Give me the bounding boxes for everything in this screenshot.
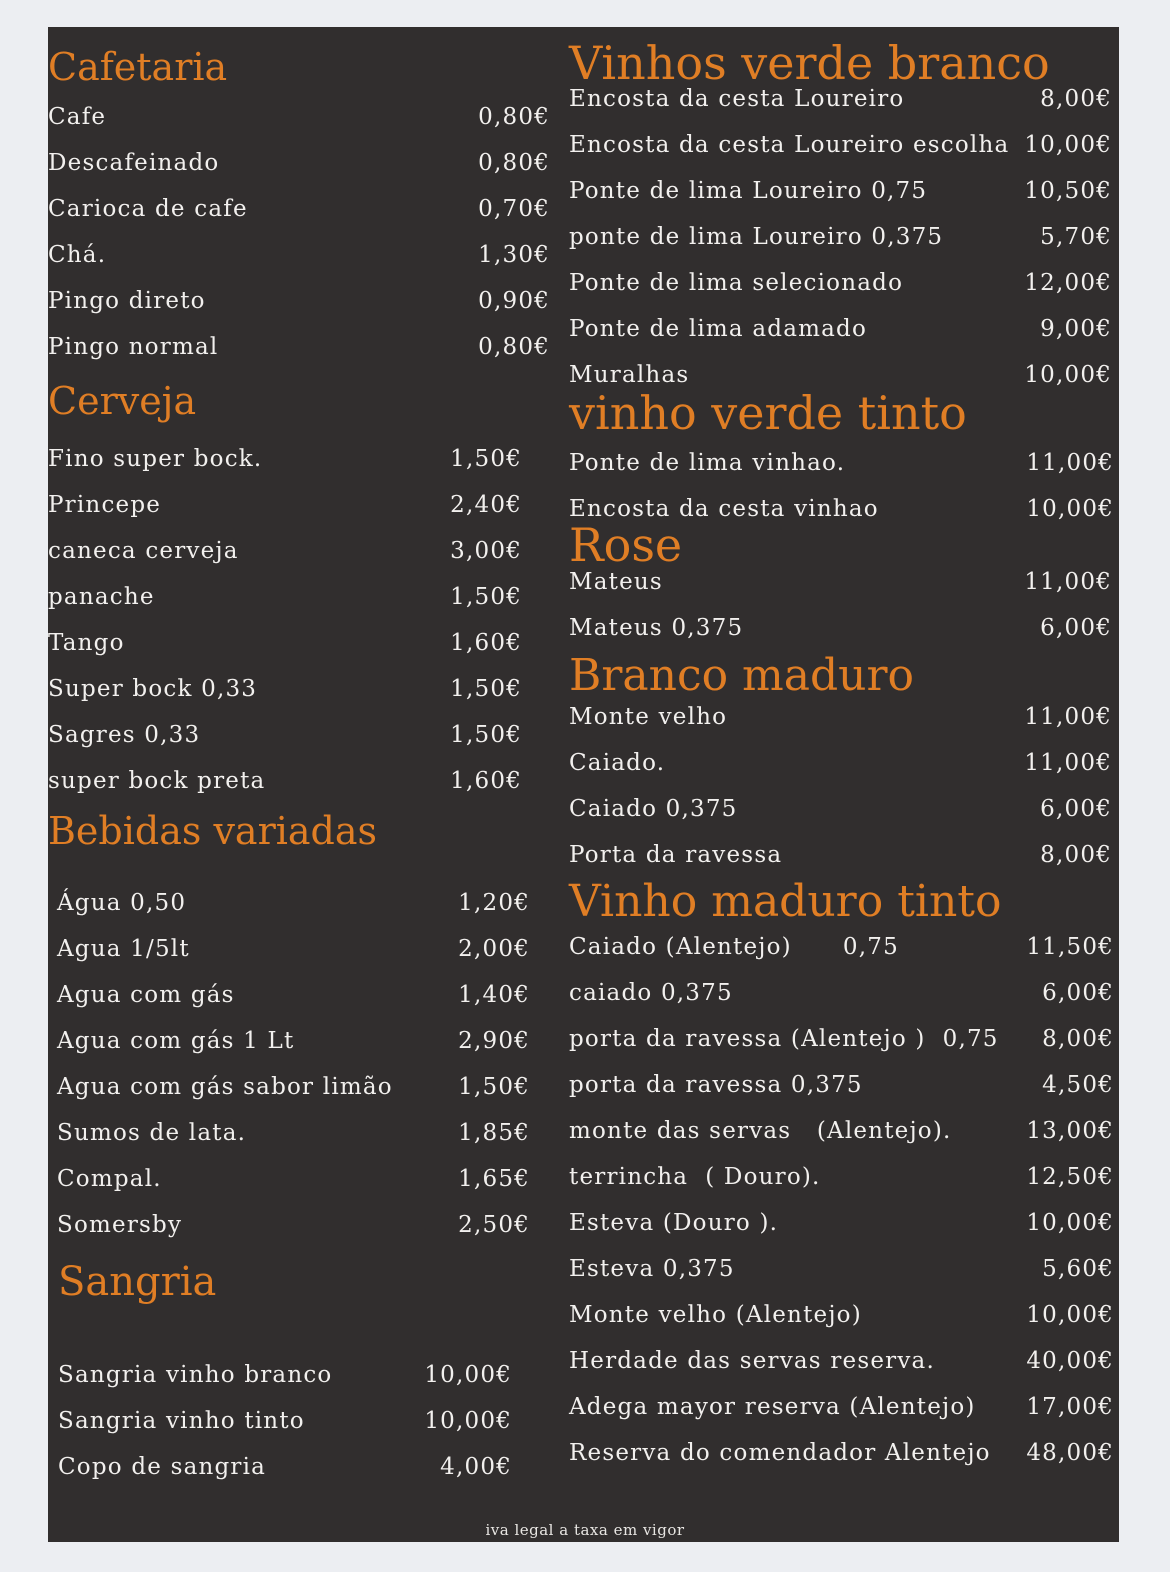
item-name: Fino super bock. <box>48 446 263 472</box>
menu-item <box>569 214 1119 260</box>
item-name: Monte velho <box>569 704 728 730</box>
item-name: Agua 1/5lt <box>57 936 190 962</box>
item-name: Sangria vinho tinto <box>58 1408 305 1434</box>
item-name: Ponte de lima Loureiro 0,75 <box>569 178 928 204</box>
menu-item <box>569 1430 1119 1476</box>
menu-item <box>569 440 1119 486</box>
menu-item <box>569 260 1119 306</box>
item-price: 10,50€ <box>1024 178 1112 204</box>
item-name: Chá. <box>48 242 107 268</box>
item-name: caiado 0,375 <box>569 980 733 1006</box>
item-price: 1,40€ <box>458 982 530 1008</box>
menu-item <box>569 1246 1119 1292</box>
section-heading-rose: Rose <box>569 518 683 572</box>
item-price: 13,00€ <box>1026 1118 1114 1144</box>
menu-item <box>48 482 558 528</box>
item-price: 8,00€ <box>1040 842 1112 868</box>
item-name: Agua com gás <box>57 982 235 1008</box>
item-price: 10,00€ <box>1026 1302 1114 1328</box>
menu-item <box>48 758 558 804</box>
item-price: 10,00€ <box>424 1362 512 1388</box>
menu-item <box>569 122 1119 168</box>
menu-item <box>569 970 1119 1016</box>
section-heading-verde-tinto: vinho verde tinto <box>569 386 967 440</box>
item-list-cerveja <box>48 436 558 804</box>
item-price: 1,85€ <box>458 1120 530 1146</box>
item-name: Somersby <box>57 1212 183 1238</box>
footer-note: iva legal a taxa em vigor <box>485 1521 685 1539</box>
item-price: 10,00€ <box>424 1408 512 1434</box>
menu-item <box>569 76 1119 122</box>
item-price: 6,00€ <box>1040 796 1112 822</box>
item-price: 11,50€ <box>1026 934 1114 960</box>
item-price: 0,90€ <box>478 288 550 314</box>
item-name: Água 0,50 <box>57 890 187 916</box>
menu-item <box>569 168 1119 214</box>
menu-item <box>48 186 558 232</box>
menu-item <box>569 832 1119 878</box>
item-price: 48,00€ <box>1026 1440 1114 1466</box>
item-price: 5,60€ <box>1042 1256 1114 1282</box>
item-name: Encosta da cesta vinhao <box>569 496 879 522</box>
item-price: 1,50€ <box>450 584 522 610</box>
item-name: Agua com gás 1 Lt <box>57 1028 295 1054</box>
menu-item <box>48 666 558 712</box>
item-name: Cafe <box>48 104 107 130</box>
menu-item <box>57 1018 567 1064</box>
item-price: 2,90€ <box>458 1028 530 1054</box>
item-name: Princepe <box>48 492 162 518</box>
item-price: 0,70€ <box>478 196 550 222</box>
item-price: 6,00€ <box>1040 615 1112 641</box>
section-heading-sangria: Sangria <box>58 1259 217 1305</box>
item-name: Mateus 0,375 <box>569 615 744 641</box>
item-name: super bock preta <box>48 768 266 794</box>
menu-item <box>48 94 558 140</box>
item-name: Compal. <box>57 1166 162 1192</box>
menu-item <box>58 1444 558 1490</box>
item-name: porta da ravessa 0,375 <box>569 1072 863 1098</box>
section-heading-cafetaria: Cafetaria <box>48 45 228 89</box>
item-name: Porta da ravessa <box>569 842 783 868</box>
item-name: Carioca de cafe <box>48 196 248 222</box>
item-list-bebidas <box>57 880 567 1248</box>
item-price: 2,00€ <box>458 936 530 962</box>
item-price: 8,00€ <box>1040 86 1112 112</box>
item-name: Sangria vinho branco <box>58 1362 333 1388</box>
item-price: 1,50€ <box>458 1074 530 1100</box>
item-name: ponte de lima Loureiro 0,375 <box>569 224 944 250</box>
menu-item <box>57 1202 567 1248</box>
item-price: 4,50€ <box>1042 1072 1114 1098</box>
item-name: Encosta da cesta Loureiro <box>569 86 905 112</box>
item-name: panache <box>48 584 155 610</box>
item-list-rose <box>569 559 1119 651</box>
menu-item <box>569 1062 1119 1108</box>
item-price: 4,00€ <box>440 1454 512 1480</box>
item-list-cafetaria <box>48 94 558 370</box>
item-price: 1,30€ <box>478 242 550 268</box>
item-price: 10,00€ <box>1024 132 1112 158</box>
item-price: 6,00€ <box>1042 980 1114 1006</box>
menu-item <box>48 712 558 758</box>
item-name: Monte velho (Alentejo) <box>569 1302 862 1328</box>
item-price: 11,00€ <box>1026 450 1114 476</box>
menu-item <box>569 1384 1119 1430</box>
item-price: 10,00€ <box>1024 362 1112 388</box>
item-price: 1,20€ <box>458 890 530 916</box>
item-price: 40,00€ <box>1026 1348 1114 1374</box>
item-name: Pingo normal <box>48 334 219 360</box>
menu-item <box>569 694 1119 740</box>
item-name: Descafeinado <box>48 150 220 176</box>
menu-item <box>569 1200 1119 1246</box>
item-name: Ponte de lima selecionado <box>569 270 904 296</box>
menu-item <box>569 924 1119 970</box>
item-name: Caiado 0,375 <box>569 796 738 822</box>
item-price: 17,00€ <box>1026 1394 1114 1420</box>
menu-item <box>57 972 567 1018</box>
menu-item <box>57 1064 567 1110</box>
item-price: 1,50€ <box>450 676 522 702</box>
menu-item <box>569 740 1119 786</box>
menu-item <box>48 528 558 574</box>
menu-item <box>569 605 1119 651</box>
item-name: Reserva do comendador Alentejo <box>569 1440 991 1466</box>
item-name: Super bock 0,33 <box>48 676 258 702</box>
menu-item <box>48 278 558 324</box>
menu-item <box>58 1352 558 1398</box>
item-price: 1,50€ <box>450 446 522 472</box>
item-name: monte das servas (Alentejo). <box>569 1118 952 1144</box>
item-name: Tango <box>48 630 125 656</box>
item-name: Agua com gás sabor limão <box>57 1074 393 1100</box>
item-list-verde-branco <box>569 76 1119 398</box>
menu-item <box>569 1338 1119 1384</box>
item-name: Esteva 0,375 <box>569 1256 735 1282</box>
item-price: 11,00€ <box>1024 750 1112 776</box>
item-name: Muralhas <box>569 362 690 388</box>
item-price: 11,00€ <box>1024 704 1112 730</box>
section-heading-maduro-tinto: Vinho maduro tinto <box>569 876 1002 927</box>
item-name: Adega mayor reserva (Alentejo) <box>569 1394 976 1420</box>
item-name: terrincha ( Douro). <box>569 1164 821 1190</box>
item-price: 0,80€ <box>478 334 550 360</box>
menu-item <box>57 1156 567 1202</box>
section-heading-cerveja: Cerveja <box>48 379 197 423</box>
item-price: 10,00€ <box>1026 496 1114 522</box>
item-price: 12,50€ <box>1026 1164 1114 1190</box>
menu-item <box>48 140 558 186</box>
menu-item <box>57 1110 567 1156</box>
item-price: 12,00€ <box>1024 270 1112 296</box>
item-name: Caiado (Alentejo) 0,75 <box>569 934 899 960</box>
item-price: 1,60€ <box>450 630 522 656</box>
item-name: Ponte de lima adamado <box>569 316 867 342</box>
menu-item <box>57 926 567 972</box>
menu-item <box>569 1292 1119 1338</box>
menu-item <box>569 306 1119 352</box>
section-heading-verde-branco: Vinhos verde branco <box>569 36 1050 90</box>
menu-item <box>569 1016 1119 1062</box>
item-list-sangria <box>58 1352 558 1490</box>
menu-item <box>48 232 558 278</box>
menu-item <box>48 620 558 666</box>
item-name: Pingo direto <box>48 288 206 314</box>
item-price: 9,00€ <box>1040 316 1112 342</box>
item-price: 8,00€ <box>1042 1026 1114 1052</box>
menu-item <box>48 574 558 620</box>
item-list-maduro-tinto <box>569 924 1119 1476</box>
item-price: 2,40€ <box>450 492 522 518</box>
item-price: 1,65€ <box>458 1166 530 1192</box>
item-name: Ponte de lima vinhao. <box>569 450 846 476</box>
item-name: Herdade das servas reserva. <box>569 1348 935 1374</box>
item-name: Mateus <box>569 569 663 595</box>
item-price: 1,50€ <box>450 722 522 748</box>
item-name: Esteva (Douro ). <box>569 1210 779 1236</box>
item-name: Encosta da cesta Loureiro escolha <box>569 132 1010 158</box>
item-name: Copo de sangria <box>58 1454 267 1480</box>
menu-item <box>569 786 1119 832</box>
item-price: 0,80€ <box>478 104 550 130</box>
item-name: Caiado. <box>569 750 666 776</box>
item-price: 10,00€ <box>1026 1210 1114 1236</box>
section-heading-bebidas: Bebidas variadas <box>48 809 378 853</box>
menu-item <box>48 324 558 370</box>
item-price: 3,00€ <box>450 538 522 564</box>
menu-item <box>58 1398 558 1444</box>
item-price: 5,70€ <box>1040 224 1112 250</box>
item-list-branco-maduro <box>569 694 1119 878</box>
menu-item <box>569 1154 1119 1200</box>
item-name: Sumos de lata. <box>57 1120 247 1146</box>
item-name: porta da ravessa (Alentejo ) 0,75 <box>569 1026 999 1052</box>
section-heading-branco-maduro: Branco maduro <box>569 650 915 701</box>
item-name: Sagres 0,33 <box>48 722 201 748</box>
menu-item <box>569 559 1119 605</box>
item-price: 2,50€ <box>458 1212 530 1238</box>
item-price: 1,60€ <box>450 768 522 794</box>
menu-item <box>569 1108 1119 1154</box>
item-price: 11,00€ <box>1024 569 1112 595</box>
item-name: caneca cerveja <box>48 538 239 564</box>
item-price: 0,80€ <box>478 150 550 176</box>
menu-item <box>57 880 567 926</box>
menu-item <box>48 436 558 482</box>
